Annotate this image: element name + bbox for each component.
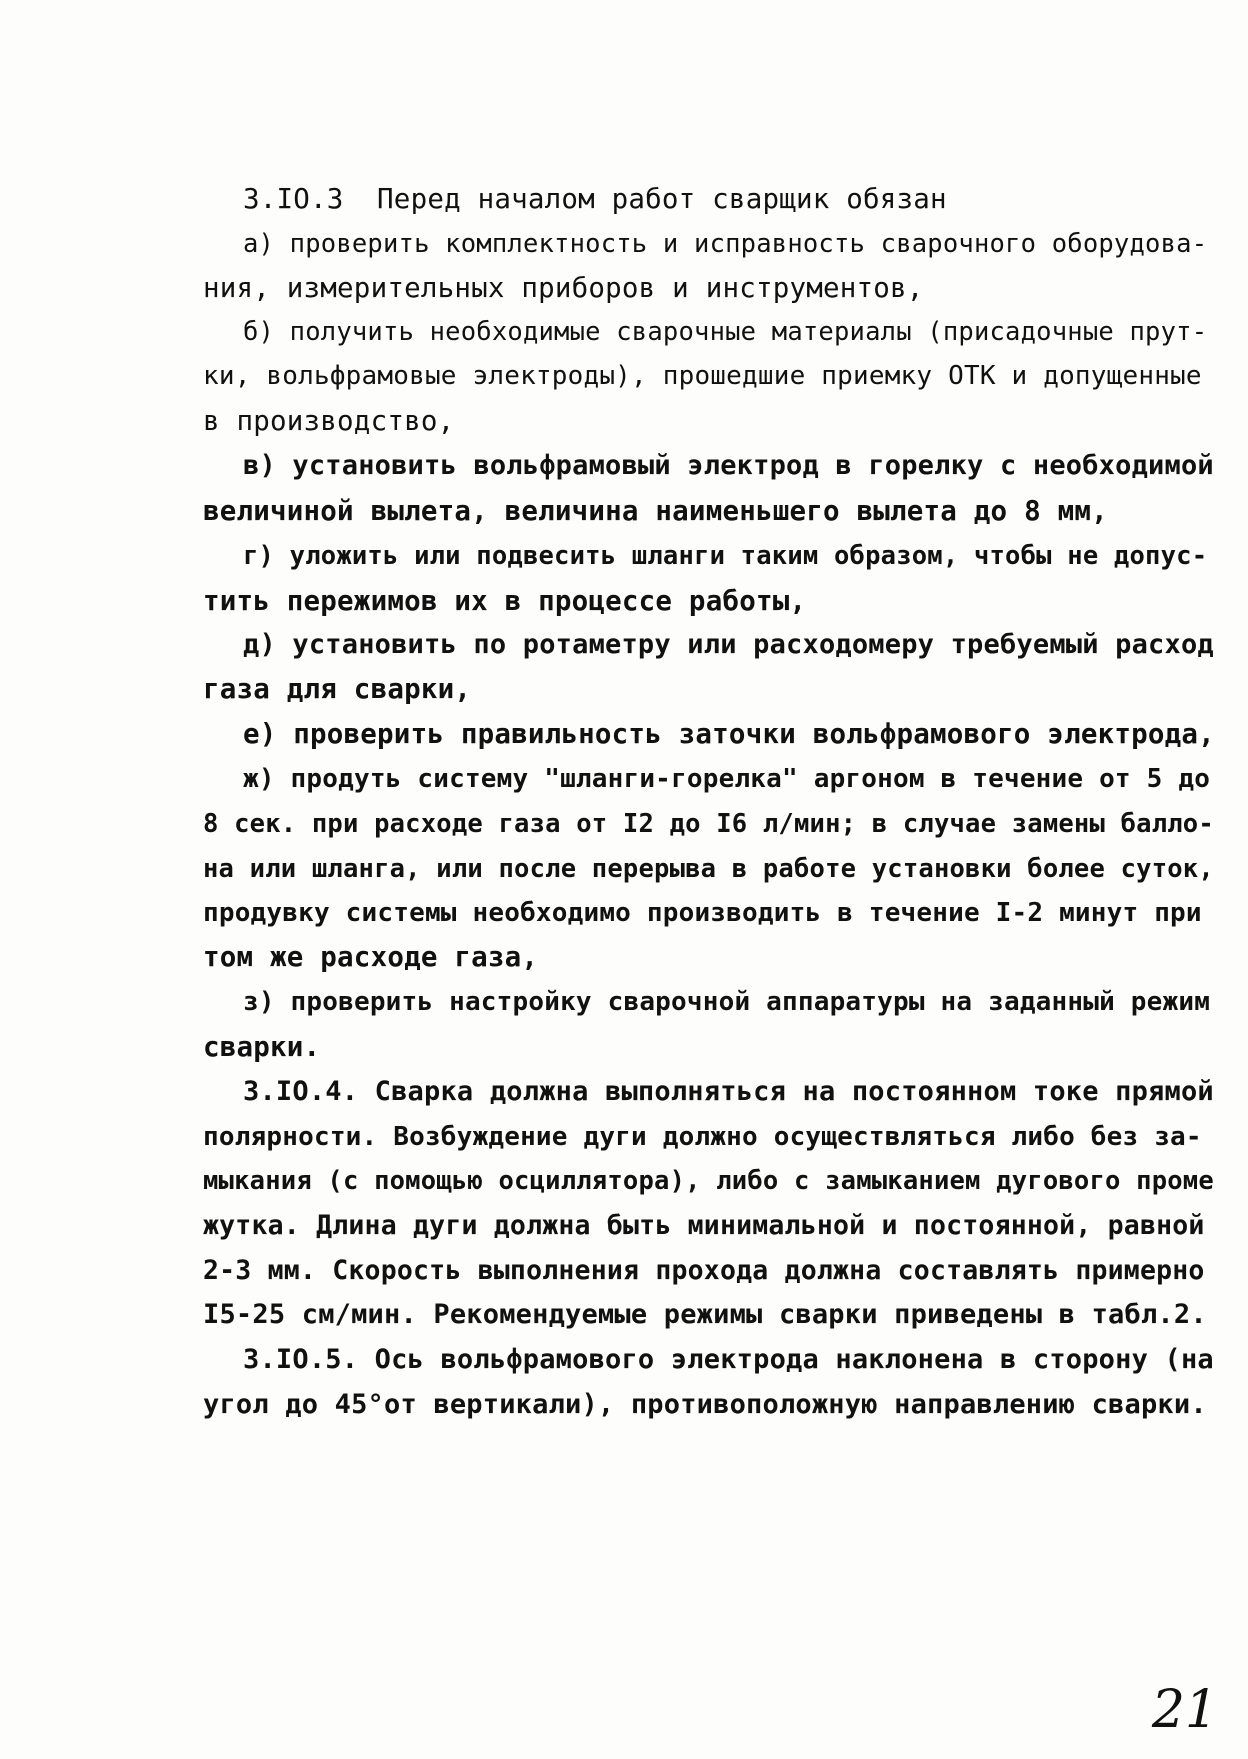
text-line: ж) продуть систему "шланги-горелка" аргоном в течение от 5 до [243, 764, 1211, 794]
text-line: мыкания (с помощью осциллятора), либо с замыканием дугового проме [203, 1166, 1214, 1196]
text-line: в) установить вольфрамовый электрод в горелку с необходимой [243, 450, 1214, 481]
text-line: продувку системы необходимо производить в течение I-2 минут при [203, 898, 1202, 928]
text-line: I5-25 см/мин. Рекомендуемые режимы сварки приведены в табл.2. [203, 1299, 1207, 1330]
text-line: том же расходе газа, [203, 941, 539, 973]
text-line: тить пережимов их в процессе работы, [203, 585, 807, 617]
text-line: полярности. Возбуждение дуги должно осуществляться либо без за- [203, 1122, 1202, 1152]
text-line: г) уложить или подвесить шланги таким образом, чтобы не допус- [243, 541, 1208, 571]
text-line: газа для сварки, [203, 673, 472, 705]
text-line: з) проверить настройку сварочной аппаратуры на заданный режим [243, 987, 1211, 1017]
text-line: ки, вольфрамовые электроды), прошедшие приемку ОТК и допущенные [203, 361, 1202, 391]
text-line: на или шланга, или после перерыва в работе установки более суток, [203, 854, 1214, 884]
text-line: а) проверить комплектность и исправность сварочного оборудова- [243, 229, 1208, 259]
text-line: 8 сек. при расходе газа от I2 до I6 л/мин; в случае замены балло- [203, 809, 1214, 839]
text-line: жутка. Длина дуги должна быть минимальной и постоянной, равной [203, 1210, 1205, 1241]
text-line: величиной вылета, величина наименьшего вылета до 8 мм, [203, 495, 1108, 527]
text-line: 3.IO.3 Перед началом работ сварщик обязан [243, 183, 947, 215]
text-line: 3.IO.4. Сварка должна выполняться на постоянном токе прямой [243, 1076, 1214, 1107]
text-line: ния, измерительных приборов и инструментов, [203, 272, 924, 304]
text-line: сварки. [203, 1031, 321, 1063]
page-number: 21 [1151, 1680, 1218, 1740]
text-line: 3.IO.5. Ось вольфрамового электрода наклонена в сторону (на [243, 1344, 1214, 1375]
text-line: в производство, [203, 405, 455, 437]
text-line: 2-3 мм. Скорость выполнения прохода должна составлять примерно [203, 1255, 1205, 1286]
text-line: д) установить по ротаметру или расходомеру требуемый расход [243, 629, 1214, 660]
text-line: угол до 45°от вертикали), противоположную направлению сварки. [203, 1389, 1207, 1420]
text-line: е) проверить правильность заточки вольфрамового электрода, [243, 718, 1215, 750]
text-line: б) получить необходимые сварочные материалы (присадочные прут- [243, 317, 1208, 347]
